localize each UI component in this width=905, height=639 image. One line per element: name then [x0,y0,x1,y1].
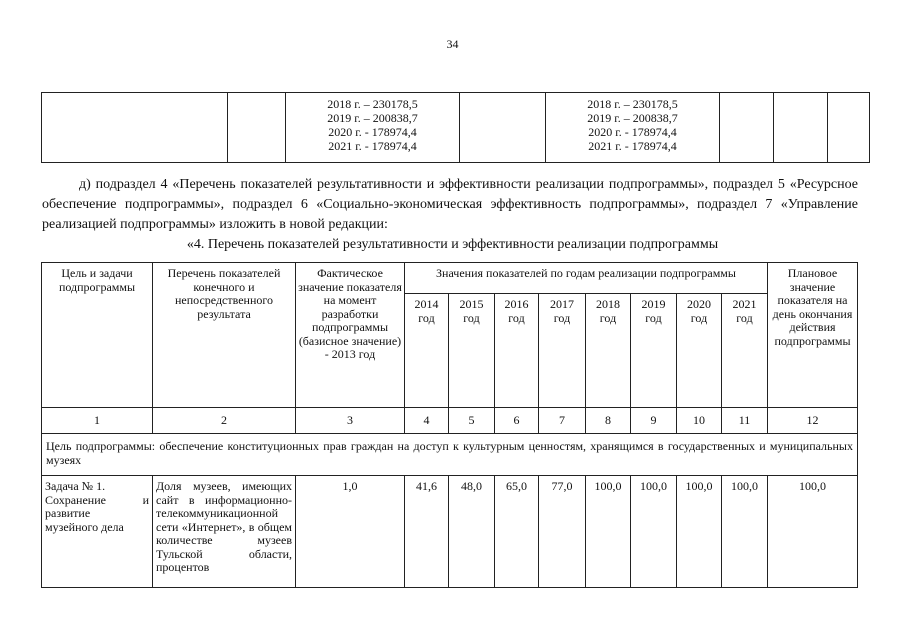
task-name-line [45,494,149,508]
table-row [42,476,858,588]
year-unit: год [463,310,480,325]
header-indicators: Перечень показателей конечного и непосредственного результата [153,263,296,408]
task-cell [42,476,153,588]
empty-cell [42,93,228,163]
paragraph-d: д) подраздел 4 «Перечень показателей результативности и эффективности реализации подпрограммы», подраздел 5 «Ресурсное обеспечение подпрограммы», подраздел 6 «Социально-экономическая эффективность подпрограммы», подраздел 7 «Управление реализацией подпрограммы» изложить в новой редакции: [42,177,858,232]
header-actual-value: Фактическое значение показателя на момент разработки подпрограммы (базисное значение) - 2013 год [296,263,405,408]
header-year-2021 [722,294,768,408]
indicators-table [41,262,858,588]
value-2021: 100,0 [722,476,768,588]
amount-line: 2021 г. - 178974,4 [328,139,417,153]
year-label: 2018 [596,297,620,311]
year-label: 2015 [459,297,484,311]
page-number: 34 [446,37,459,51]
task-word: развитие [45,506,91,520]
value-2020: 100,0 [677,476,722,588]
amount-line: 2018 г. – 230178,5 [587,97,678,111]
header-year-2015 [449,294,495,408]
year-label: 2017 [550,297,574,311]
header-year-2019 [631,294,677,408]
header-yearly-values: Значения показателей по годам реализации подпрограммы [405,263,768,294]
section-title: «4. Перечень показателей результативности и эффективности реализации подпрограммы [186,237,719,252]
column-number: 1 [42,408,153,434]
year-label: 2014 [414,297,439,311]
year-unit: год [508,310,525,325]
task-conjunction: и [142,492,149,507]
column-number: 5 [449,408,495,434]
task-title: Задача № 1. [45,479,106,493]
column-number: 10 [677,408,722,434]
header-goals: Цель и задачи подпрограммы [42,263,153,408]
column-number: 4 [405,408,449,434]
column-number: 9 [631,408,677,434]
amount-line: 2019 г. – 200838,7 [327,111,418,125]
empty-cell [828,93,870,163]
value-2019: 100,0 [631,476,677,588]
amount-line: 2018 г. – 230178,5 [327,97,418,111]
header-year-2017 [539,294,586,408]
value-2015: 48,0 [449,476,495,588]
funding-amounts-cell [286,93,460,163]
year-label: 2016 [504,297,529,311]
year-label: 2019 [641,297,666,311]
program-goal: Цель подпрограммы: обеспечение конституционных прав граждан на доступ к культурным ценностям, хранящимся в государственных и муниципальных музеях [42,434,858,476]
base-value: 1,0 [296,476,405,588]
empty-cell [228,93,286,163]
year-unit: год [690,310,708,325]
table-row [42,93,870,163]
amount-line: 2021 г. - 178974,4 [588,139,677,153]
header-year-2018 [586,294,631,408]
header-planned-value: Плановое значение показателя на день окончания действия подпрограммы [768,263,858,408]
planned-value: 100,0 [768,476,858,588]
year-unit: год [553,310,571,325]
amount-line: 2019 г. – 200838,7 [587,111,678,125]
amount-line: 2020 г. - 178974,4 [328,125,417,139]
funding-amounts-cell [546,93,720,163]
value-2014: 41,6 [405,476,449,588]
column-number: 12 [768,408,858,434]
column-number: 7 [539,408,586,434]
value-2018: 100,0 [586,476,631,588]
column-number: 8 [586,408,631,434]
year-unit: год [418,310,435,325]
value-2016: 65,0 [495,476,539,588]
task-word: музейного дела [45,519,124,534]
value-2017: 77,0 [539,476,586,588]
empty-cell [720,93,774,163]
column-number: 11 [722,408,768,434]
empty-cell [460,93,546,163]
year-label: 2021 [732,297,757,311]
empty-cell [774,93,828,163]
year-unit: год [736,310,753,325]
resource-table-fragment [41,92,870,163]
task-word: Сохранение [45,492,106,507]
column-number: 2 [153,408,296,434]
amount-line: 2020 г. - 178974,4 [588,125,677,139]
year-unit: год [599,310,617,325]
column-number: 3 [296,408,405,434]
header-year-2014 [405,294,449,408]
column-numbers-row [42,408,858,434]
column-number: 6 [495,408,539,434]
goal-row [42,434,858,476]
year-unit: год [645,310,662,325]
year-label: 2020 [687,297,711,311]
header-year-2016 [495,294,539,408]
indicator-description: Доля музеев, имеющих сайт в информационно-телекоммуникационной сети «Интернет», в общем количестве музеев Тульской области, процентов [153,476,296,588]
header-row [42,263,858,294]
header-year-2020 [677,294,722,408]
